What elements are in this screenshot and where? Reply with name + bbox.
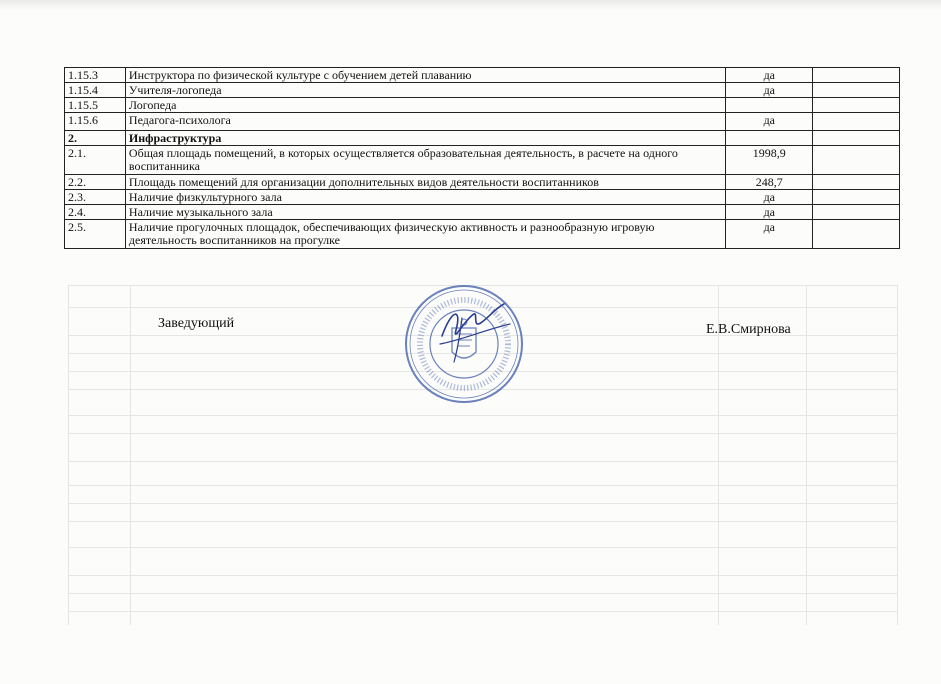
table-row: [65, 68, 900, 83]
row-number: 2.2.: [65, 175, 126, 190]
row-indicator: Общая площадь помещений, в которых осуществляется образовательная деятельность, в расчете на одного воспитанника: [125, 146, 725, 175]
table-row: [65, 205, 900, 220]
row-indicator: Наличие прогулочных площадок, обеспечивающих физическую активность и разнообразную игровую деятельность воспитанников на прогулке: [125, 220, 725, 249]
row-value: да: [726, 205, 813, 220]
infrastructure-table: [64, 67, 900, 249]
row-extra: [813, 190, 900, 205]
table-row: [65, 175, 900, 190]
row-value: [726, 98, 813, 113]
row-value: [726, 131, 813, 146]
row-extra: [813, 146, 900, 175]
row-value: да: [726, 190, 813, 205]
row-indicator: Педагога-психолога: [125, 113, 725, 131]
table-row: [65, 146, 900, 175]
row-extra: [813, 205, 900, 220]
position-label: Заведующий: [158, 316, 235, 331]
row-indicator: Площадь помещений для организации дополнительных видов деятельности воспитанников: [125, 175, 725, 190]
row-number: 2.3.: [65, 190, 126, 205]
row-number: 1.15.5: [65, 98, 126, 113]
row-extra: [813, 131, 900, 146]
seal-icon: [406, 286, 522, 402]
table-row: [65, 83, 900, 98]
row-value: 248,7: [726, 175, 813, 190]
scan-edge-shadow: [0, 0, 941, 10]
official-seal-stamp: [392, 278, 532, 408]
row-number: 2.5.: [65, 220, 126, 249]
row-number: 2.1.: [65, 146, 126, 175]
row-indicator: Инструктора по физической культуре с обучением детей плаванию: [125, 68, 725, 83]
table-row: [65, 98, 900, 113]
row-value: да: [726, 220, 813, 249]
row-value: да: [726, 68, 813, 83]
table-row: [65, 190, 900, 205]
table-row: [65, 113, 900, 131]
row-indicator: Логопеда: [125, 98, 725, 113]
table-section-row: [65, 131, 900, 146]
row-number: 2.4.: [65, 205, 126, 220]
row-value: да: [726, 83, 813, 98]
section-number: 2.: [65, 131, 126, 146]
row-extra: [813, 98, 900, 113]
row-extra: [813, 220, 900, 249]
row-number: 1.15.6: [65, 113, 126, 131]
row-extra: [813, 83, 900, 98]
row-extra: [813, 113, 900, 131]
row-indicator: Учителя-логопеда: [125, 83, 725, 98]
section-title: Инфраструктура: [125, 131, 725, 146]
director-name: Е.В.Смирнова: [706, 322, 791, 337]
row-number: 1.15.3: [65, 68, 126, 83]
table-row: [65, 220, 900, 249]
row-value: 1998,9: [726, 146, 813, 175]
row-indicator: Наличие физкультурного зала: [125, 190, 725, 205]
row-extra: [813, 68, 900, 83]
row-extra: [813, 175, 900, 190]
row-number: 1.15.4: [65, 83, 126, 98]
row-value: да: [726, 113, 813, 131]
row-indicator: Наличие музыкального зала: [125, 205, 725, 220]
